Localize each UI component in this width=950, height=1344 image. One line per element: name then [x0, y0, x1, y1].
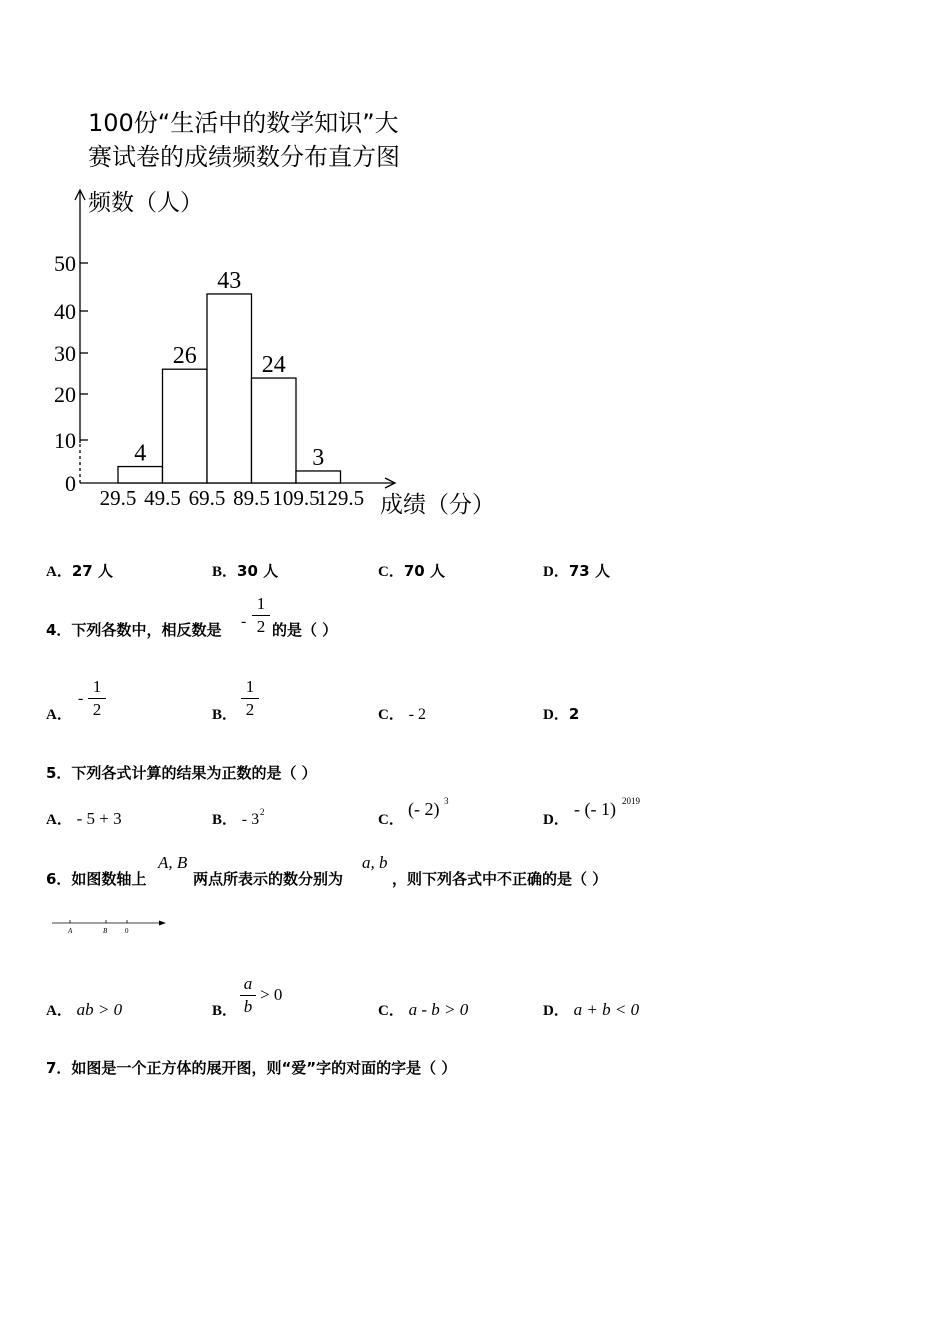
- option-label: A．: [46, 564, 72, 580]
- fraction-numerator: 1: [92, 677, 102, 696]
- q4-b-fraction: [241, 677, 259, 720]
- chart-title-line-2: 赛试卷的成绩频数分布直方图: [88, 143, 400, 171]
- chart-title-line-1: 100份“生活中的数学知识”大: [88, 109, 399, 137]
- option-label: D．: [543, 812, 569, 828]
- chart-bars: [118, 294, 341, 483]
- q5-option-c[interactable]: [378, 808, 404, 829]
- q6-points: A, B: [158, 853, 188, 872]
- q5-option-d[interactable]: [543, 808, 569, 829]
- point-a-label: A: [68, 927, 73, 935]
- q4-a-minus: -: [78, 690, 84, 707]
- q6-option-d[interactable]: [543, 999, 639, 1020]
- q5-option-a[interactable]: [46, 808, 122, 829]
- histogram-chart: [0, 0, 520, 530]
- y-tick-label-50: 50: [54, 251, 76, 276]
- x-tick-label: 69.5: [188, 486, 226, 510]
- option-label: B．: [212, 707, 238, 723]
- y-tick-label-0: 0: [65, 471, 76, 496]
- bar-value-label: 3: [312, 444, 325, 471]
- fraction-bar: [240, 995, 256, 996]
- option-label: C．: [378, 812, 404, 828]
- bar-value-label: 24: [261, 352, 286, 379]
- option-math: - 3: [241, 811, 260, 828]
- q6-b-relation: > 0: [260, 985, 283, 1004]
- histogram-bar: [252, 378, 297, 483]
- option-label: C．: [378, 1003, 404, 1019]
- q6-b-fraction: [240, 974, 256, 1017]
- q4-stem-minus: -: [241, 613, 247, 630]
- option-math: ab > 0: [76, 1000, 123, 1019]
- q4-stem-before: 4．下列各数中，相反数是: [46, 621, 222, 639]
- q5-d-base: - (- 1): [574, 799, 616, 819]
- option-label: B．: [212, 1003, 238, 1019]
- q4-a-fraction: [88, 677, 106, 720]
- fraction-bar: [252, 615, 270, 616]
- q4-stem-fraction: [252, 594, 270, 637]
- x-tick-label: 49.5: [144, 486, 181, 510]
- fraction-numerator: a: [243, 974, 253, 993]
- option-label: A．: [46, 812, 72, 828]
- option-text: 73 人: [568, 562, 610, 580]
- q5-b-exponent: 2: [260, 807, 265, 817]
- x-tick-label: 129.5: [316, 486, 365, 510]
- option-text: 27 人: [71, 562, 113, 580]
- option-text: 30 人: [237, 562, 279, 580]
- q6-option-c[interactable]: [378, 999, 468, 1020]
- q5-c-exponent: 3: [444, 796, 449, 806]
- q6-option-b[interactable]: [212, 999, 237, 1020]
- option-text: 70 人: [403, 562, 445, 580]
- histogram-bar: [118, 467, 163, 483]
- option-label: B．: [212, 812, 238, 828]
- y-tick-label-20: 20: [54, 382, 76, 407]
- q5-d-exponent: 2019: [622, 796, 640, 806]
- bar-value-label: 43: [217, 267, 242, 294]
- bar-value-label: 26: [172, 343, 197, 370]
- q3-option-c[interactable]: [378, 560, 445, 581]
- option-label: C．: [378, 564, 404, 580]
- q4-option-c[interactable]: [378, 703, 426, 724]
- q6-option-a[interactable]: [46, 999, 122, 1020]
- fraction-denominator: b: [243, 997, 253, 1016]
- x-tick-label: 109.5: [272, 486, 320, 510]
- y-tick-label-40: 40: [54, 299, 76, 324]
- histogram-bar: [207, 294, 252, 483]
- option-label: A．: [46, 707, 72, 723]
- number-line-arrow: [159, 921, 166, 926]
- q4-stem-after: 的是（ ）: [272, 621, 338, 639]
- histogram-bar: [163, 369, 208, 483]
- histogram-bar: [296, 471, 341, 483]
- q5-c-base: (- 2): [408, 799, 440, 819]
- option-text: 2: [568, 705, 580, 723]
- option-label: D．: [543, 1003, 569, 1019]
- option-math: a - b > 0: [408, 1000, 469, 1019]
- number-line: [50, 912, 170, 938]
- q4-option-d[interactable]: [543, 703, 579, 724]
- bar-value-label: 4: [134, 440, 147, 467]
- q5-stem: 5．下列各式计算的结果为正数的是（ ）: [46, 764, 317, 782]
- fraction-denominator: 2: [245, 700, 255, 719]
- fraction-denominator: 2: [256, 617, 266, 636]
- q6-vars: a, b: [362, 853, 388, 872]
- option-label: D．: [543, 564, 569, 580]
- option-math: a + b < 0: [573, 1000, 640, 1019]
- q6-stem-before: 6．如图数轴上: [46, 870, 147, 888]
- q3-option-a[interactable]: [46, 560, 113, 581]
- x-tick-label: 89.5: [233, 486, 270, 510]
- point-b-label: B: [103, 927, 108, 935]
- fraction-bar: [88, 698, 106, 699]
- x-tick-label: 29.5: [99, 486, 137, 510]
- option-math: - 5 + 3: [76, 809, 122, 828]
- q6-stem-mid: 两点所表示的数分别为: [193, 870, 344, 888]
- fraction-bar: [241, 698, 259, 699]
- q7-stem: 7．如图是一个正方体的展开图，则“爱”字的对面的字是（ ）: [46, 1059, 457, 1077]
- x-axis-label: 成绩（分）: [380, 492, 495, 518]
- zero-label: 0: [125, 927, 129, 935]
- option-label: D．: [543, 707, 569, 723]
- fraction-denominator: 2: [92, 700, 102, 719]
- q6-stem-after: ，则下列各式中不正确的是（ ）: [392, 870, 608, 888]
- q4-option-b[interactable]: [212, 703, 237, 724]
- option-label: C．: [378, 707, 404, 723]
- fraction-numerator: 1: [245, 677, 255, 696]
- q4-option-a[interactable]: [46, 703, 72, 724]
- y-tick-label-10: 10: [54, 428, 76, 453]
- q5-option-b[interactable]: [212, 808, 259, 829]
- y-axis-label: 频数（人）: [88, 190, 203, 216]
- option-math: - 2: [408, 706, 426, 723]
- y-tick-label-30: 30: [54, 341, 76, 366]
- fraction-numerator: 1: [256, 594, 266, 613]
- q3-option-d[interactable]: [543, 560, 610, 581]
- option-label: B．: [212, 564, 238, 580]
- q3-option-b[interactable]: [212, 560, 278, 581]
- option-label: A．: [46, 1003, 72, 1019]
